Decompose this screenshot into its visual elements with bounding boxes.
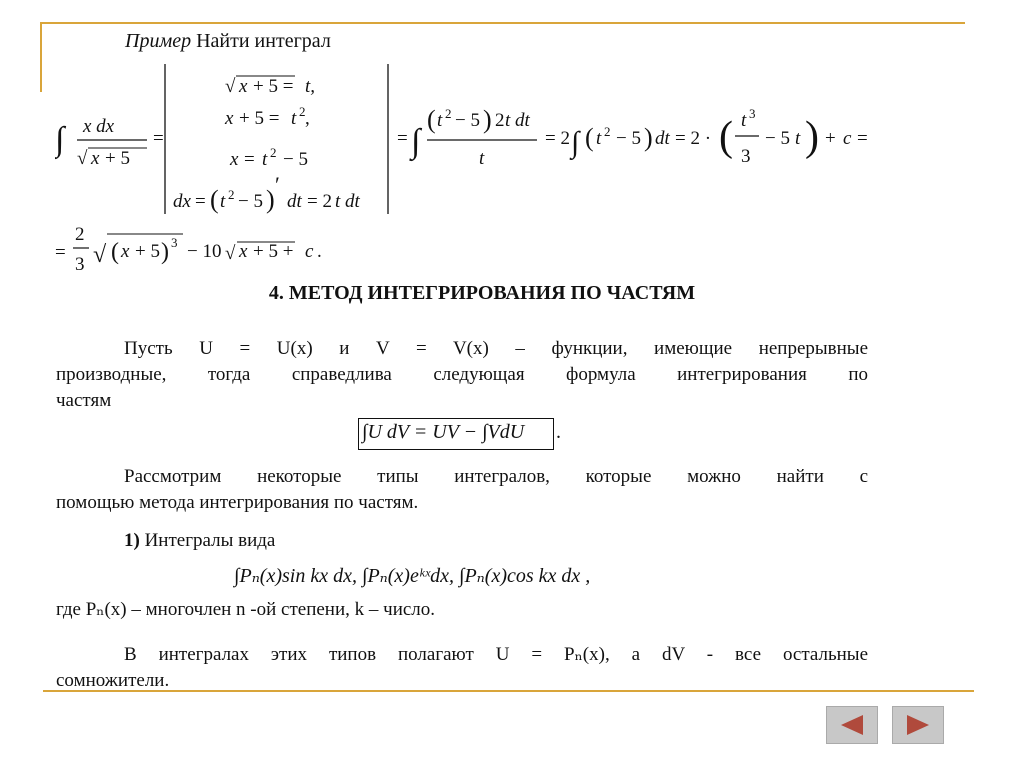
next-slide-button[interactable] [892,706,944,744]
para1-line1: Пусть U = U(x) и V = V(x) – функции, имеющие непрерывные [124,338,868,359]
case1-formula: ∫Pₙ(x)sin kx dx, ∫Pₙ(x)eᵏˣdx, ∫Pₙ(x)cos kx dx , [234,565,591,587]
svg-text:t: t [741,110,747,131]
svg-text:+ 5: + 5 [105,148,130,169]
svg-text:t: t [596,128,602,149]
example-heading [125,30,331,53]
svg-text:2: 2 [270,145,277,160]
svg-text:t: t [795,128,801,149]
svg-text:): ) [161,239,169,265]
svg-text:=: = [244,149,255,170]
parts-formula-period: . [556,421,561,443]
svg-text:2: 2 [299,104,306,119]
svg-text:x: x [230,149,239,170]
svg-text:2: 2 [75,224,85,245]
formula-result-text [55,62,68,63]
example-word: Пример [125,30,192,52]
svg-text:t: t [437,110,443,131]
para2-line1: Рассмотрим некоторые типы интегралов, которые можно найти с [124,466,868,487]
case1-where: где Pₙ(x) – многочлен n -ой степени, k – число. [56,599,436,620]
svg-text:x: x [239,76,248,97]
svg-text:=: = [55,242,66,263]
svg-text:): ) [266,185,275,214]
svg-text:): ) [644,123,653,152]
svg-text:=: = [397,128,408,149]
case1-text: Интегралы вида [144,530,276,551]
svg-text:): ) [805,114,819,160]
para3-line2: сомножители. [56,670,170,691]
svg-text:− 5: − 5 [765,128,790,149]
svg-text:+ 5 =: + 5 = [253,76,294,97]
svg-text:∫: ∫ [411,123,421,160]
prev-slide-button[interactable] [826,706,878,744]
svg-text:t: t [220,191,226,212]
svg-text:t dt: t dt [335,191,360,212]
svg-text:√: √ [77,148,88,169]
formula-graphic [55,62,885,287]
svg-text:c: c [843,128,852,149]
svg-text:,: , [305,108,310,129]
svg-text:t dt: t dt [505,110,530,131]
svg-text:− 10: − 10 [187,241,222,262]
svg-text:(: ( [719,114,733,160]
svg-text:√: √ [93,242,107,268]
svg-text:− 5: − 5 [455,110,480,131]
svg-text:dt: dt [287,191,302,212]
svg-text:3: 3 [741,146,751,167]
para3-line1: В интегралах этих типов полагают U = Pₙ(x), а dV - все остальные [124,644,868,665]
svg-text:√: √ [225,76,236,97]
svg-text:t,: t, [305,76,316,97]
example-task: Найти интеграл [196,30,331,52]
svg-text:+ 5 =: + 5 = [239,108,280,129]
svg-text:(: ( [111,239,119,265]
svg-text:2: 2 [228,187,235,202]
frame-left-line [40,22,42,92]
svg-text:− 5: − 5 [283,149,308,170]
svg-text:3: 3 [749,106,756,121]
svg-text:=: = [195,191,206,212]
svg-text:x: x [91,148,100,169]
para2-line2: помощью метода интегрирования по частям. [56,492,419,513]
svg-text:√: √ [225,243,236,264]
svg-text:c: c [305,241,314,262]
svg-text:=: = [153,128,164,149]
svg-text:2: 2 [495,110,505,131]
case1-label: 1) [124,530,140,551]
svg-text:): ) [483,105,492,134]
svg-text:− 5: − 5 [616,128,641,149]
svg-text:=: = [857,128,868,149]
svg-text:t: t [291,108,297,129]
para1-line3: частям [56,390,112,411]
svg-text:= 2: = 2 [307,191,332,212]
svg-text:dt: dt [655,128,670,149]
svg-text:∫: ∫ [571,126,580,159]
para-choice [56,642,868,694]
svg-text:+ 5 +: + 5 + [253,241,294,262]
svg-text:+ 5: + 5 [135,241,160,262]
case1-heading [124,530,275,552]
para-definition [56,336,868,414]
svg-text:(: ( [210,185,219,214]
svg-text:x: x [121,241,130,262]
svg-text:∫: ∫ [55,121,65,158]
section-title: 4. МЕТОД ИНТЕГРИРОВАНИЯ ПО ЧАСТЯМ [268,282,696,304]
svg-text:2: 2 [604,124,611,139]
svg-text:x: x [225,108,234,129]
prev-glyph [852,725,853,726]
svg-text:3: 3 [171,235,178,250]
svg-text:t: t [479,148,485,169]
svg-text:′: ′ [275,172,280,197]
frame-top-line [40,22,965,24]
svg-text:(: ( [427,105,436,134]
para-types [56,464,868,516]
svg-text:= 2: = 2 [545,128,570,149]
svg-text:x dx: x dx [83,116,115,137]
svg-text:+: + [825,128,836,149]
parts-formula: ∫U dV = UV − ∫VdU [362,421,525,443]
svg-text:2: 2 [445,106,452,121]
svg-text:3: 3 [75,254,85,275]
svg-text:dx: dx [173,191,191,212]
svg-text:.: . [317,241,322,262]
para1-line2: производные, тогда справедлива следующая формула интегрирования по [56,364,868,385]
svg-text:= 2 ·: = 2 · [675,128,712,149]
svg-text:− 5: − 5 [238,191,263,212]
next-glyph [918,725,919,726]
example-formula [55,62,885,287]
svg-text:(: ( [585,123,594,152]
svg-text:t: t [262,149,268,170]
svg-text:x: x [239,241,248,262]
